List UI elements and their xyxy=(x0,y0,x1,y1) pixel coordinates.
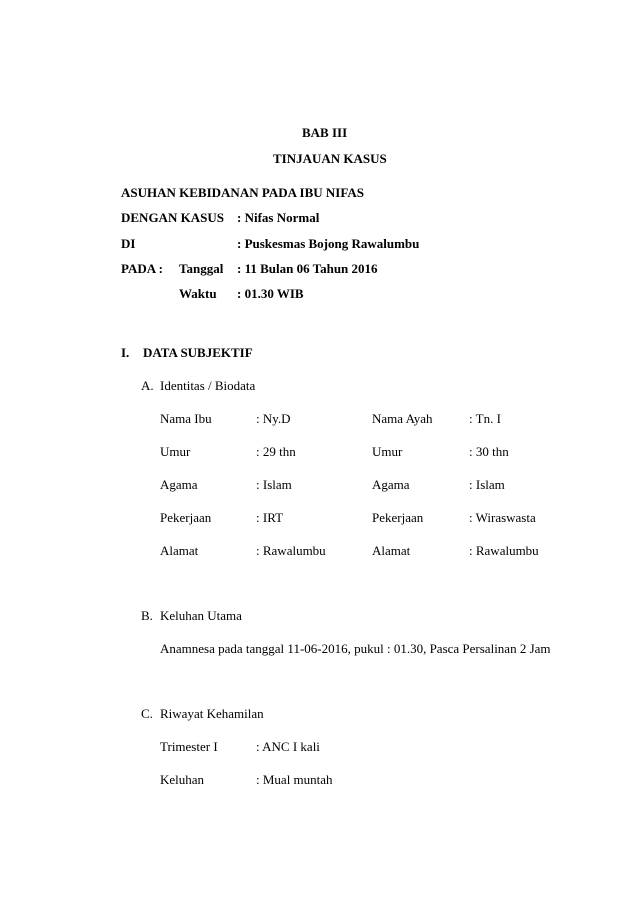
riwayat-key: Keluhan xyxy=(160,772,205,787)
kasus-label: DENGAN KASUS xyxy=(121,210,224,225)
identity-key: Umur xyxy=(160,444,191,459)
identity-value: : 29 thn xyxy=(256,444,296,459)
section-number: I. xyxy=(121,345,130,360)
waktu-value: : 01.30 WIB xyxy=(237,286,304,301)
section-title: DATA SUBJEKTIF xyxy=(143,345,253,360)
identity-value: : Tn. I xyxy=(469,411,501,426)
identity-value: : Rawalumbu xyxy=(256,543,326,558)
identity-key: Agama xyxy=(160,477,198,492)
identity-key: Alamat xyxy=(372,543,411,558)
identity-value: : 30 thn xyxy=(469,444,509,459)
waktu-label: Waktu xyxy=(179,286,217,301)
kasus-value: : Nifas Normal xyxy=(237,210,320,225)
subsection-b-title: Keluhan Utama xyxy=(160,608,242,623)
identity-value: : Wiraswasta xyxy=(469,510,536,525)
tanggal-value: : 11 Bulan 06 Tahun 2016 xyxy=(237,261,378,276)
identity-value: : IRT xyxy=(256,510,284,525)
subsection-c-label: C. xyxy=(141,706,153,721)
identity-value: : Islam xyxy=(256,477,292,492)
subsection-a-title: Identitas / Biodata xyxy=(160,378,256,393)
identity-key: Nama Ayah xyxy=(372,411,433,426)
identity-value: : Ny.D xyxy=(256,411,291,426)
identity-value: : Islam xyxy=(469,477,505,492)
pada-label: PADA : xyxy=(121,261,164,276)
subsection-b-label: B. xyxy=(141,608,153,623)
chapter-title: TINJAUAN KASUS xyxy=(273,151,387,166)
riwayat-key: Trimester I xyxy=(160,739,218,754)
chapter-heading: BAB III xyxy=(302,125,348,140)
identity-key: Pekerjaan xyxy=(372,510,424,525)
identity-key: Pekerjaan xyxy=(160,510,212,525)
identity-key: Nama Ibu xyxy=(160,411,212,426)
anamnesa-text: Anamnesa pada tanggal 11-06-2016, pukul : 01.30, Pasca Persalinan 2 Jam xyxy=(160,641,551,656)
lokasi-label: DI xyxy=(121,236,136,251)
lokasi-value: : Puskesmas Bojong Rawalumbu xyxy=(237,236,420,251)
subsection-a-label: A. xyxy=(141,378,154,393)
subsection-c-title: Riwayat Kehamilan xyxy=(160,706,264,721)
identity-key: Agama xyxy=(372,477,410,492)
identity-key: Umur xyxy=(372,444,403,459)
case-title: ASUHAN KEBIDANAN PADA IBU NIFAS xyxy=(121,185,364,200)
identity-key: Alamat xyxy=(160,543,199,558)
riwayat-value: : ANC I kali xyxy=(256,739,320,754)
identity-value: : Rawalumbu xyxy=(469,543,539,558)
tanggal-label: Tanggal xyxy=(179,261,224,276)
riwayat-value: : Mual muntah xyxy=(256,772,333,787)
